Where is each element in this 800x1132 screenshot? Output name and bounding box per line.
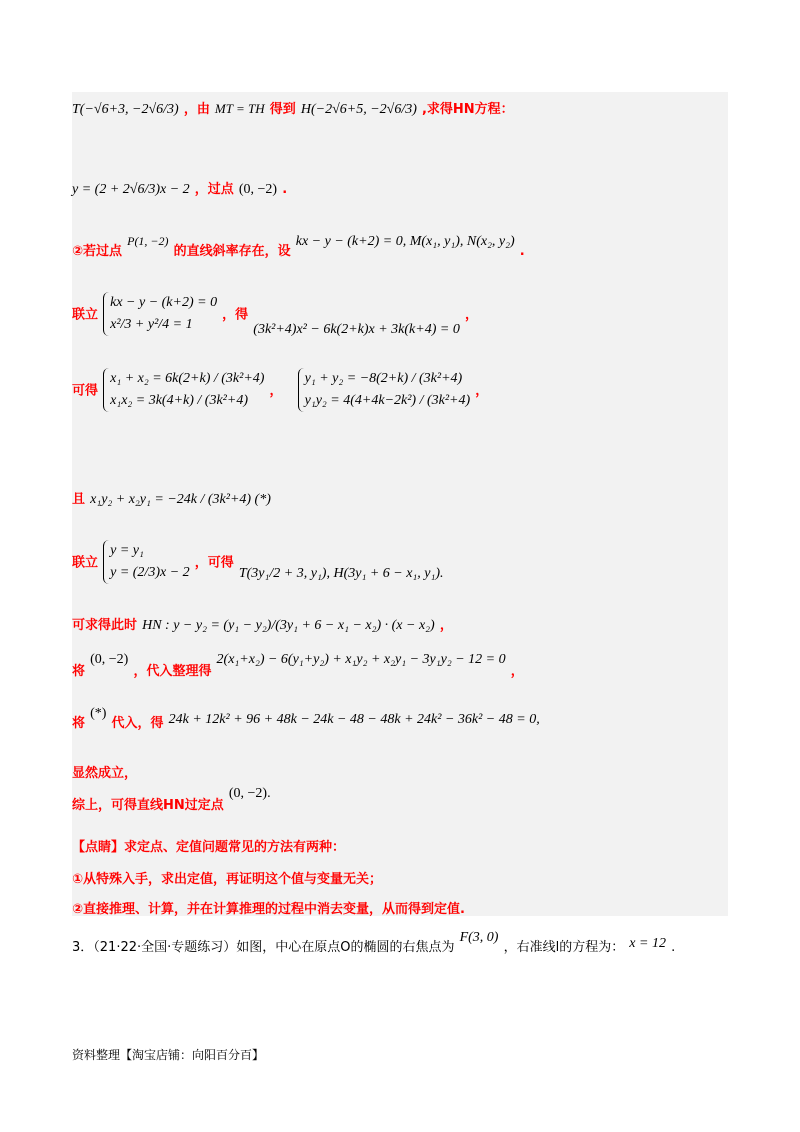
text-xianran: 显然成立， xyxy=(72,766,138,781)
text-slope-exists: 的直线斜率存在，设 xyxy=(173,244,291,259)
footer-source: 资料整理【淘宝店铺：向阳百分百】 xyxy=(72,1048,265,1062)
line-obviously xyxy=(72,762,137,781)
text-qie: 且 xyxy=(72,492,86,507)
formula-point-0-neg2: (0, −2) xyxy=(238,182,278,197)
formula-quadratic: (3k²+4)x² − 6k(2+k)x + 3k(k+4) = 0 xyxy=(253,321,460,337)
text-period: . xyxy=(282,182,288,197)
text-kede: 可得 xyxy=(72,383,99,399)
line-system-2 xyxy=(72,540,444,584)
text-comma-3: ， xyxy=(475,383,489,399)
formula-P: P(1, −2) xyxy=(127,234,169,248)
formula-star: x₁y₂ + x₂y₁ = −24k / (3k²+4) (*) xyxy=(90,492,271,507)
vieta-x-prod: x₁x₂ = 3k(4+k) / (3k²+4) xyxy=(110,393,248,408)
problem-3-text-b: ，右准线l的方程为： xyxy=(503,940,625,955)
problem-3 xyxy=(72,930,676,956)
text-zongshang: 综上，可得直线HN过定点 xyxy=(72,798,224,813)
text-daiirang: ，代入整理得 xyxy=(133,664,212,679)
text-guodian: ，过点 xyxy=(194,182,234,197)
formula-vector-eq: MT = TH xyxy=(214,101,265,116)
text-lianli-2: 联立 xyxy=(72,555,99,571)
problem-3-text-a: 3．（21·22·全国·专题练习）如图，中心在原点O的椭圆的右焦点为 xyxy=(72,940,455,955)
formula-T-point: T(−√6+3, −2√6/3) xyxy=(72,102,179,117)
text-keqiu: 可求得此时 xyxy=(72,618,138,633)
formula-expanded: 24k + 12k² + 96 + 48k − 24k − 48 − 48k + 24k² − 36k² − 48 = 0, xyxy=(168,712,540,727)
text-jiang: 将 xyxy=(72,664,86,679)
text-method2: ②直接推理、计算，并在计算推理的过程中消去变量，从而得到定值. xyxy=(72,902,465,917)
formula-HN: HN : y − y₂ = (y₁ − y₂)/(3y₁ + 6 − x₁ − x₂) · (x − x₂) xyxy=(142,618,435,633)
text-dedao: 得到 xyxy=(269,102,296,117)
text-method1: ①从特殊入手，求出定值，再证明这个值与变量无关； xyxy=(72,872,383,887)
text-lianli: 联立 xyxy=(72,307,99,323)
line-method-1 xyxy=(72,868,382,887)
line-vieta xyxy=(72,368,488,412)
vieta-y-prod: y₁y₂ = 4(4+4k−2k²) / (3k²+4) xyxy=(304,393,471,408)
vieta-y-sum: y₁ + y₂ = −8(2+k) / (3k²+4) xyxy=(304,371,463,386)
text-comma-2: ， xyxy=(269,383,283,399)
text-qiu-HN: ,求得HN方程： xyxy=(421,102,514,117)
formula-star-mark: (*) xyxy=(90,706,107,721)
formula-H-point: H(−2√6+5, −2√6/3) xyxy=(300,102,417,117)
formula-F: F(3, 0) xyxy=(459,930,499,945)
text-de: ，得 xyxy=(222,307,249,323)
formula-fixed-point: (0, −2). xyxy=(228,786,271,801)
text-case2: ②若过点 xyxy=(72,244,123,259)
problem-3-period: . xyxy=(671,940,676,955)
system-brace-y xyxy=(298,368,471,412)
text-kede-2: ，可得 xyxy=(194,555,234,571)
text-comma-4: ， xyxy=(439,618,453,633)
system-brace-1 xyxy=(103,292,217,336)
sys2-eq2: y = (2/3)x − 2 xyxy=(110,565,190,580)
formula-x-12: x = 12 xyxy=(629,936,666,951)
text-dairu: 代入，得 xyxy=(111,716,164,731)
system-brace-2 xyxy=(103,540,190,584)
text-period-2: . xyxy=(519,244,525,259)
text-dianjing: 【点睛】求定点、定值问题常见的方法有两种： xyxy=(72,840,346,855)
text-comma: ， xyxy=(464,307,478,323)
formula-y-line: y = (2 + 2√6/3)x − 2 xyxy=(72,182,190,197)
line-case-2 xyxy=(72,234,525,260)
system-brace-x xyxy=(103,368,264,412)
text-comma-5: ， xyxy=(510,664,524,679)
line-system-1 xyxy=(72,292,478,336)
line-y-eq xyxy=(72,178,287,198)
formula-point-0-neg2-b: (0, −2) xyxy=(90,652,129,667)
line-substitute-1 xyxy=(72,652,524,680)
sys1-eq2: x²/3 + y²/4 = 1 xyxy=(110,317,193,332)
text-jiang-2: 将 xyxy=(72,716,86,731)
sys2-eq1: y = y₁ xyxy=(110,543,144,558)
line-T-point xyxy=(72,98,514,118)
formula-line-MN: kx − y − (k+2) = 0, M(x₁, y₁), N(x₂, y₂) xyxy=(295,234,515,249)
formula-substituted: 2(x₁+x₂) − 6(y₁+y₂) + x₁y₂ + x₂y₁ − 3y₁y₂ − 12 = 0 xyxy=(216,652,506,667)
line-conclusion xyxy=(72,786,271,814)
sys1-eq1: kx − y − (k+2) = 0 xyxy=(110,295,218,310)
line-substitute-2 xyxy=(72,706,540,732)
line-star xyxy=(72,488,271,508)
text-you: ，由 xyxy=(183,102,210,117)
line-dianjing xyxy=(72,836,345,855)
line-HN xyxy=(72,614,453,634)
line-method-2 xyxy=(72,898,465,917)
formula-T-H: T(3y₁/2 + 3, y₁), H(3y₁ + 6 − x₁, y₁). xyxy=(238,565,444,581)
vieta-x-sum: x₁ + x₂ = 6k(2+k) / (3k²+4) xyxy=(110,371,265,386)
